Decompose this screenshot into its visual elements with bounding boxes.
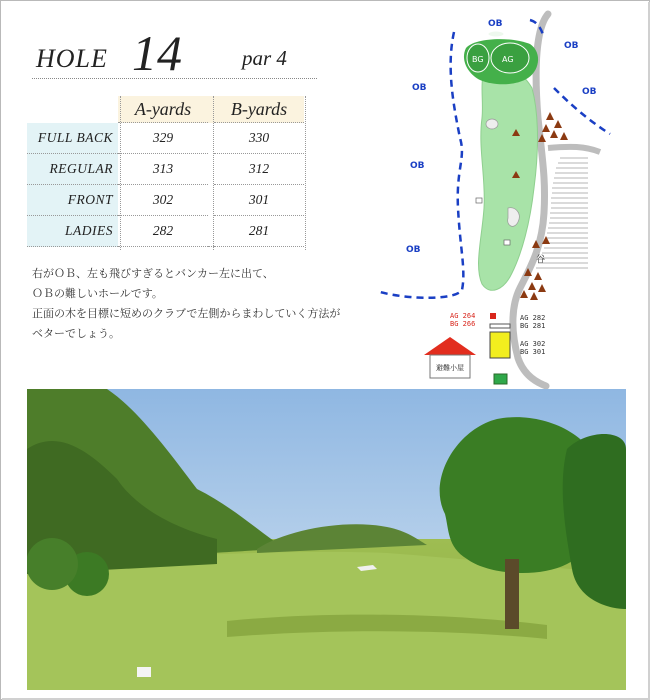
shelter-roof bbox=[424, 337, 476, 355]
table-rule bbox=[213, 96, 214, 250]
ob-label: OB bbox=[410, 161, 425, 171]
hole-title bbox=[36, 24, 321, 81]
ob-label: OB bbox=[564, 41, 579, 51]
a-yards-value: 282 bbox=[118, 216, 208, 247]
header-a-yards: A-yards bbox=[118, 96, 208, 123]
center-tree-trunk bbox=[505, 559, 519, 629]
header-blank bbox=[27, 96, 118, 123]
tee-name: LADIES bbox=[27, 216, 118, 247]
table-rule bbox=[120, 96, 121, 250]
yardage-row bbox=[27, 185, 304, 216]
hole-map bbox=[370, 8, 632, 390]
ag-label: AG bbox=[502, 55, 514, 64]
bunker bbox=[488, 31, 504, 37]
a-yards-value: 313 bbox=[118, 154, 208, 185]
distance-red: AG 264 bbox=[450, 312, 476, 320]
marker bbox=[476, 198, 482, 203]
tee-name: REGULAR bbox=[27, 154, 118, 185]
b-yards-value: 301 bbox=[214, 185, 304, 216]
cart-path-branch bbox=[548, 147, 600, 152]
title-divider bbox=[32, 78, 317, 79]
description-line: ベターでしょう。 bbox=[32, 327, 120, 340]
ob-label: OB bbox=[406, 245, 421, 255]
bunker bbox=[486, 119, 498, 129]
description-line: 右がＯＢ、左も飛びすぎるとバンカー左に出て、 bbox=[32, 267, 274, 280]
bg-label: BG bbox=[472, 55, 484, 64]
tee-green bbox=[494, 374, 507, 384]
description-line: ＯＢの難しいホールです。 bbox=[32, 287, 163, 300]
hole-number: 14 bbox=[132, 25, 182, 81]
distance-red: BG 266 bbox=[450, 320, 476, 328]
b-yards-value: 330 bbox=[214, 123, 304, 154]
tee-white bbox=[490, 324, 510, 328]
tee-name: FULL BACK bbox=[27, 123, 118, 154]
fairway bbox=[479, 64, 538, 290]
tee-marker bbox=[137, 667, 151, 677]
hole-label: HOLE bbox=[36, 44, 108, 73]
tee-yellow bbox=[490, 332, 510, 358]
yardage-header-row bbox=[27, 96, 304, 123]
a-yards-value: 302 bbox=[118, 185, 208, 216]
hole-description bbox=[32, 264, 372, 344]
distance-right: BG 301 bbox=[520, 348, 546, 356]
left-bush bbox=[27, 538, 78, 590]
description-line: 正面の木を目標に短めのクラブで左側からまわしていく方法が bbox=[32, 307, 341, 320]
yardage-table bbox=[27, 96, 304, 247]
ob-label: OB bbox=[582, 87, 597, 97]
valley-label: 谷 bbox=[536, 255, 546, 265]
shelter-label: 避難小屋 bbox=[436, 364, 464, 372]
yardage-row bbox=[27, 216, 304, 247]
yardage-row bbox=[27, 123, 304, 154]
tee-name: FRONT bbox=[27, 185, 118, 216]
a-yards-value: 329 bbox=[118, 123, 208, 154]
hole-par: par 4 bbox=[242, 46, 287, 70]
ob-label: OB bbox=[488, 19, 503, 29]
b-yards-value: 281 bbox=[214, 216, 304, 247]
yardage-row bbox=[27, 154, 304, 185]
marker bbox=[504, 240, 510, 245]
distance-right: AG 302 bbox=[520, 340, 546, 348]
distance-right: BG 281 bbox=[520, 322, 546, 330]
b-yards-value: 312 bbox=[214, 154, 304, 185]
ob-label: OB bbox=[412, 83, 427, 93]
tee-red bbox=[490, 313, 496, 319]
distance-right: AG 282 bbox=[520, 314, 546, 322]
hole-photo bbox=[27, 389, 626, 690]
table-rule bbox=[305, 96, 306, 250]
header-b-yards: B-yards bbox=[214, 96, 304, 123]
